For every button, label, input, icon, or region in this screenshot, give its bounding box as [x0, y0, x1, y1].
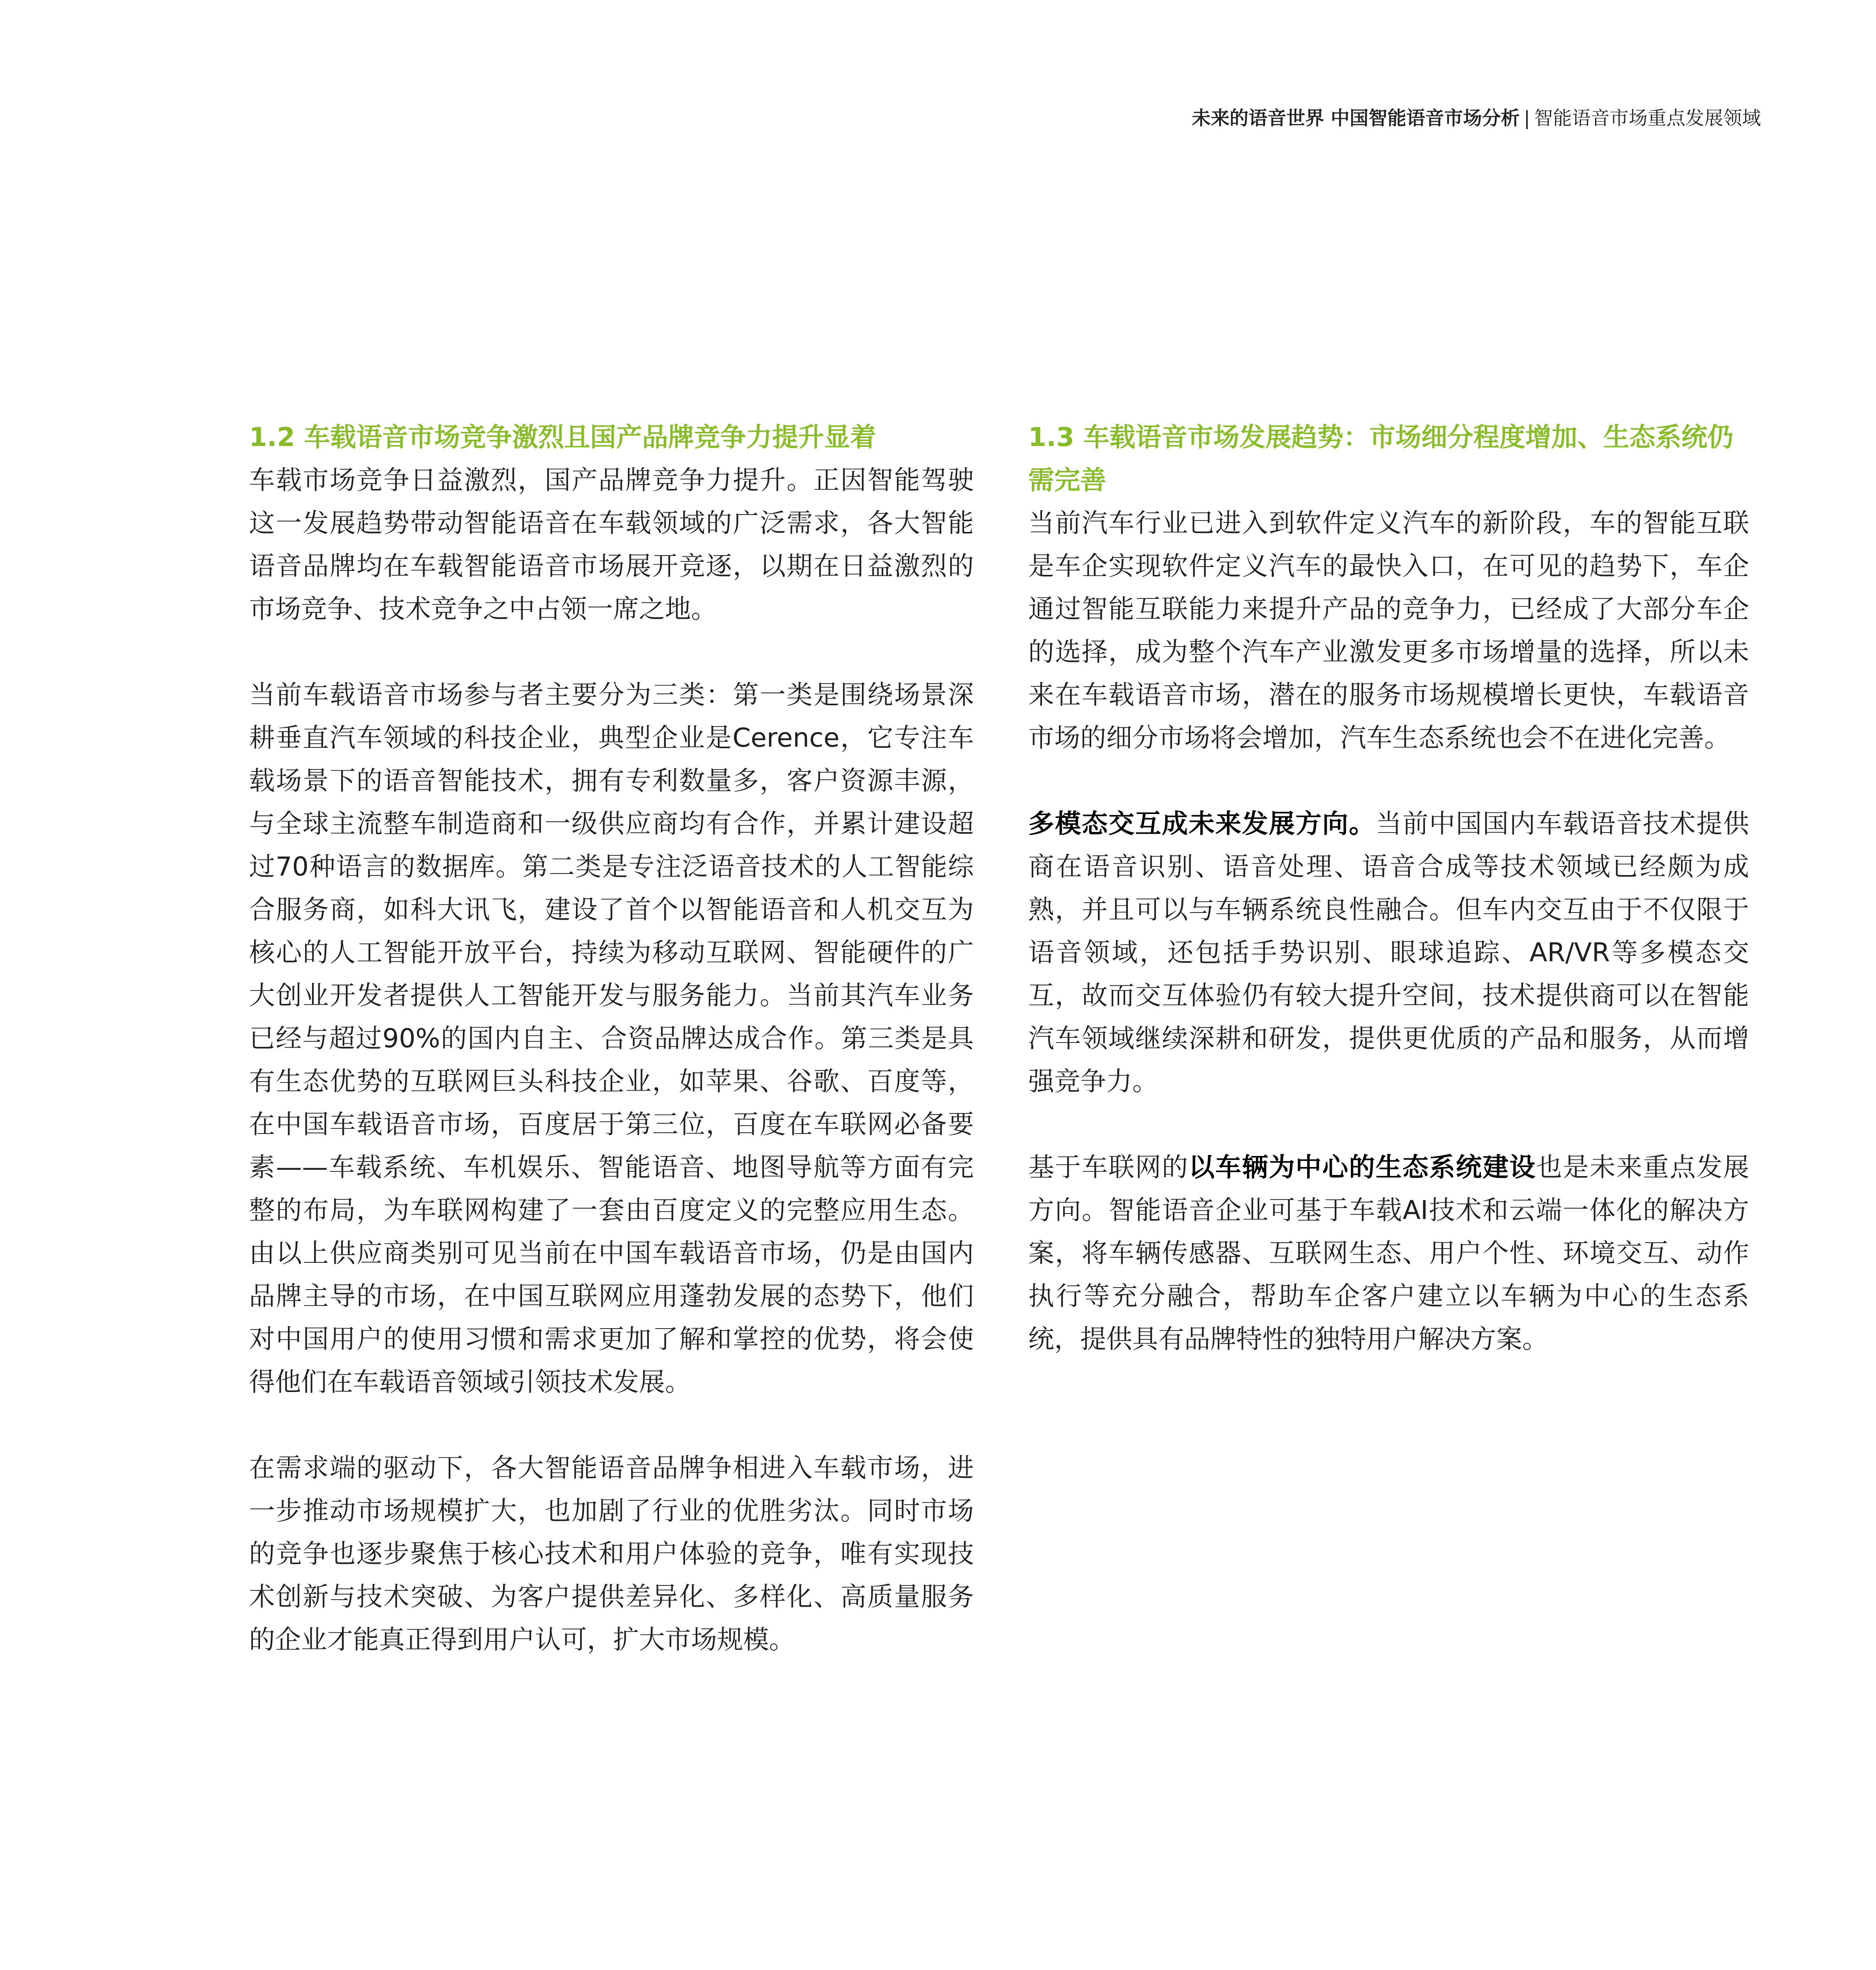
header-separator: |	[1523, 107, 1530, 129]
paragraph: 车载市场竞争日益激烈，国产品牌竞争力提升。正因智能驾驶这一发展趋势带动智能语音在车载领域的广泛需求，各大智能语音品牌均在车载智能语音市场展开竞逐，以期在日益激烈的市场竞争、技术竞争之中占领一席之地。	[249, 465, 974, 624]
paragraph: 在需求端的驱动下，各大智能语音品牌争相进入车载市场，进一步推动市场规模扩大，也加剧了行业的优胜劣汰。同时市场的竞争也逐步聚焦于核心技术和用户体验的竞争，唯有实现技术创新与技术突破、为客户提供差异化、多样化、高质量服务的企业才能真正得到用户认可，扩大市场规模。	[249, 1453, 974, 1655]
section-heading-1-2: 1.2 车载语音市场竞争激烈且国产品牌竞争力提升显着	[249, 422, 876, 452]
paragraph: 当前汽车行业已进入到软件定义汽车的新阶段，车的智能互联是车企实现软件定义汽车的最快入口，在可见的趋势下，车企通过智能互联能力来提升产品的竞争力，已经成了大部分车企的选择，成为整个汽车产业激发更多市场增量的选择，所以未来在车载语音市场，潜在的服务市场规模增长更快，车载语音市场的细分市场将会增加，汽车生态系统也会不在进化完善。	[1028, 508, 1749, 753]
paragraph-text: 基于车联网的	[1028, 1152, 1189, 1182]
paragraph-text: 当前中国国内车载语音技术提供商在语音识别、语音处理、语音合成等技术领域已经颇为成熟，并且可以与车辆系统良性融合。但车内交互由于不仅限于语音领域，还包括手势识别、眼球追踪、AR/VR等多模态交互，故而交互体验仍有较大提升空间，技术提供商可以在智能汽车领域继续深耕和研发，提供更优质的产品和服务，从而增强竞争力。	[1028, 808, 1749, 1097]
report-title: 未来的语音世界 中国智能语音市场分析	[1192, 107, 1520, 129]
section-title: 智能语音市场重点发展领域	[1534, 107, 1761, 129]
paragraph: 当前车载语音市场参与者主要分为三类：第一类是围绕场景深耕垂直汽车领域的科技企业，典型企业是Cerence，它专注车载场景下的语音智能技术，拥有专利数量多，客户资源丰源，与全球主流整车制造商和一级供应商均有合作，并累计建设超过70种语言的数据库。第二类是专注泛语音技术的人工智能综合服务商，如科大讯飞，建设了首个以智能语音和人机交互为核心的人工智能开放平台，持续为移动互联网、智能硬件的广大创业开发者提供人工智能开发与服务能力。当前其汽车业务已经与超过90%的国内自主、合资品牌达成合作。第三类是具有生态优势的互联网巨头科技企业，如苹果、谷歌、百度等，在中国车载语音市场，百度居于第三位，百度在车联网必备要素——车载系统、车机娱乐、智能语音、地图导航等方面有完整的布局，为车联网构建了一套由百度定义的完整应用生态。由以上供应商类别可见当前在中国车载语音市场，仍是由国内品牌主导的市场，在中国互联网应用蓬勃发展的态势下，他们对中国用户的使用习惯和需求更加了解和掌控的优势，将会使得他们在车载语音领域引领技术发展。	[249, 680, 974, 1397]
paragraph	[1028, 802, 1749, 1103]
right-column	[1028, 416, 1749, 1403]
bold-phrase: 以车辆为中心的生态系统建设	[1189, 1152, 1536, 1182]
bold-lead: 多模态交互成未来发展方向。	[1028, 808, 1376, 839]
paragraph	[1028, 1146, 1749, 1360]
section-heading-1-3: 1.3 车载语音市场发展趋势：市场细分程度增加、生态系统仍需完善	[1028, 422, 1733, 495]
paragraph-text: 也是未来重点发展方向。智能语音企业可基于车载AI技术和云端一体化的解决方案，将车辆传感器、互联网生态、用户个性、环境交互、动作执行等充分融合，帮助车企客户建立以车辆为中心的生态系统，提供具有品牌特性的独特用户解决方案。	[1028, 1152, 1750, 1354]
left-column	[249, 416, 974, 1704]
running-header	[1192, 106, 1761, 131]
